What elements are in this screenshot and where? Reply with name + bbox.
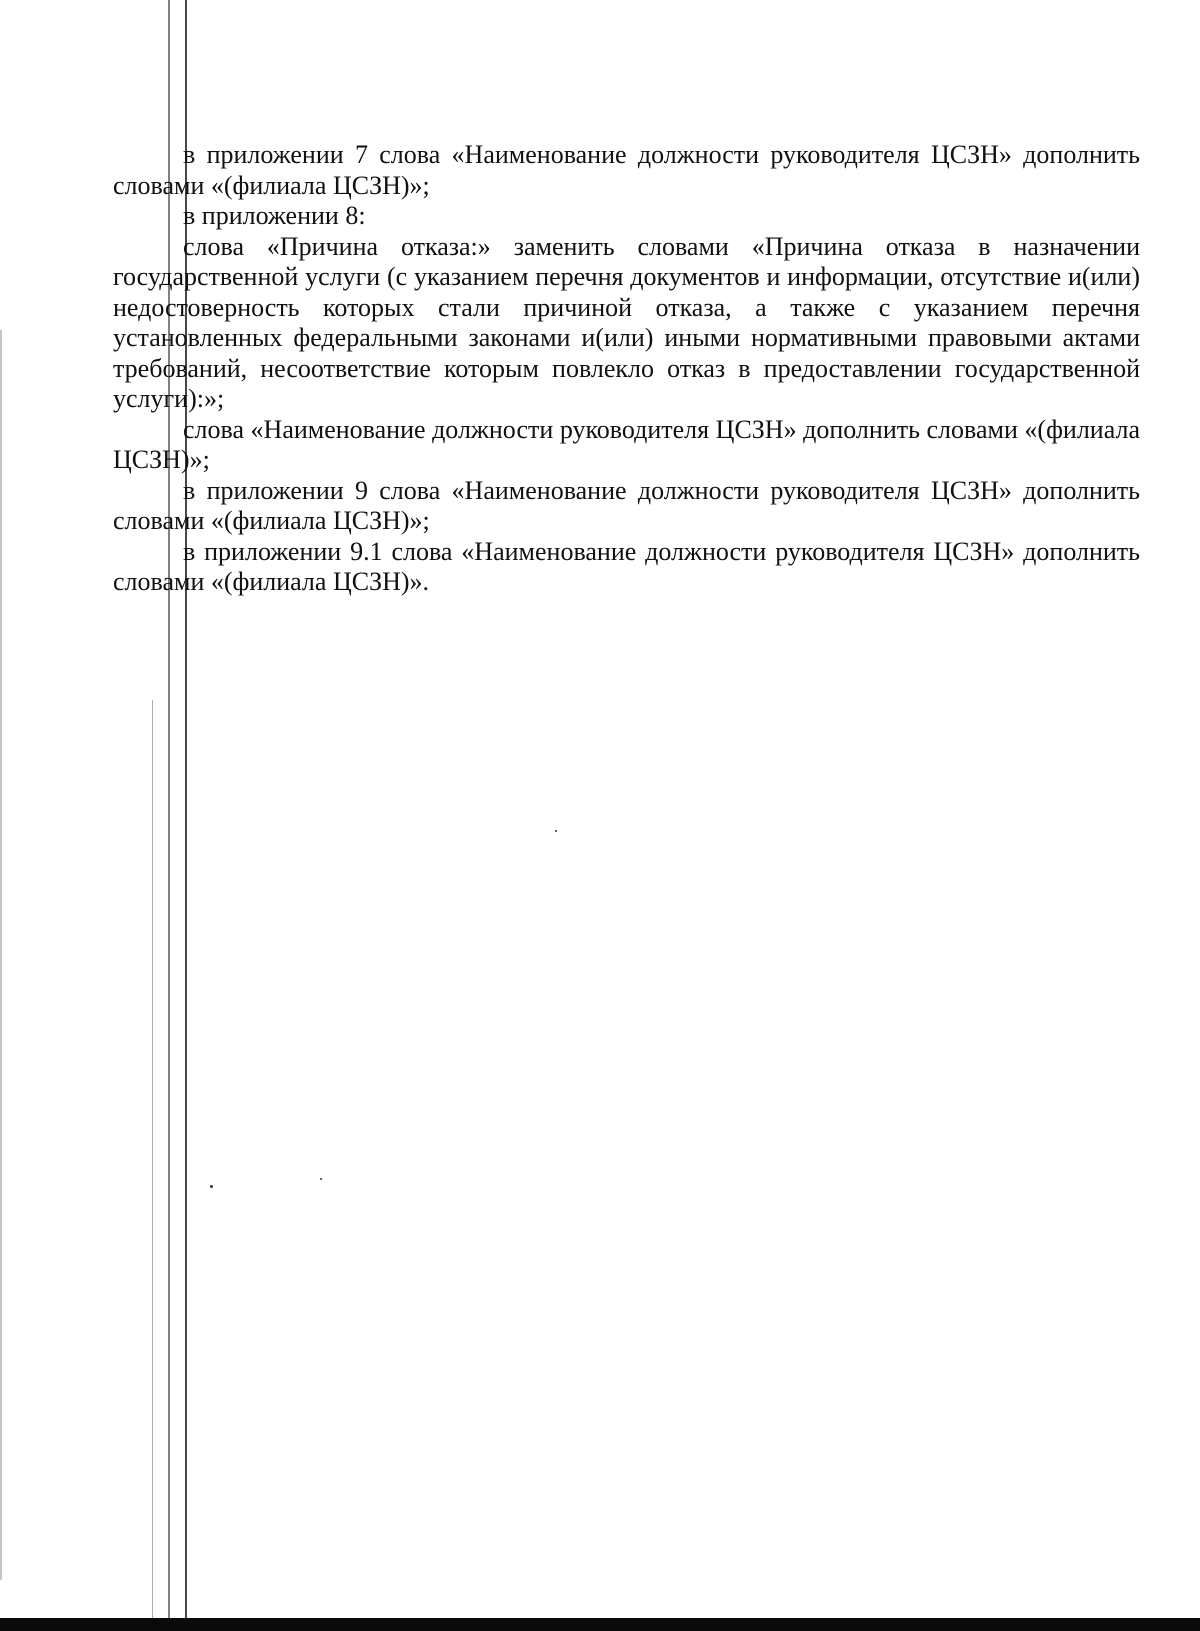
scan-bottom-edge bbox=[0, 1618, 1200, 1631]
paragraph: в приложении 9 слова «Наименование должности руководителя ЦСЗН» дополнить словами «(филиала ЦСЗН)»; bbox=[113, 475, 1140, 535]
paragraph: в приложении 7 слова «Наименование должности руководителя ЦСЗН» дополнить словами «(филиала ЦСЗН)»; bbox=[113, 140, 1140, 200]
paragraph: в приложении 9.1 слова «Наименование должности руководителя ЦСЗН» дополнить словами «(филиала ЦСЗН)». bbox=[113, 536, 1140, 596]
paragraph: слова «Наименование должности руководителя ЦСЗН» дополнить словами «(филиала ЦСЗН)»; bbox=[113, 414, 1140, 474]
scan-artifact-line bbox=[0, 330, 2, 1580]
paragraph: слова «Причина отказа:» заменить словами «Причина отказа в назначении государственной услуги (с указанием перечня документов и информации, отсутствие и(или) недостоверность которых стали причиной отказа, а также с указанием перечня установленных федеральными законами и(или) иными нормативными правовыми актами требований, несоответствие которым повлекло отказ в предоставлении государственной услуги):»; bbox=[113, 231, 1140, 413]
scan-artifact-line bbox=[152, 700, 153, 1631]
scan-speck bbox=[210, 1185, 213, 1188]
document-body bbox=[113, 140, 1140, 598]
scan-speck bbox=[555, 830, 557, 832]
scan-speck bbox=[320, 1178, 322, 1180]
paragraph: в приложении 8: bbox=[183, 201, 366, 230]
